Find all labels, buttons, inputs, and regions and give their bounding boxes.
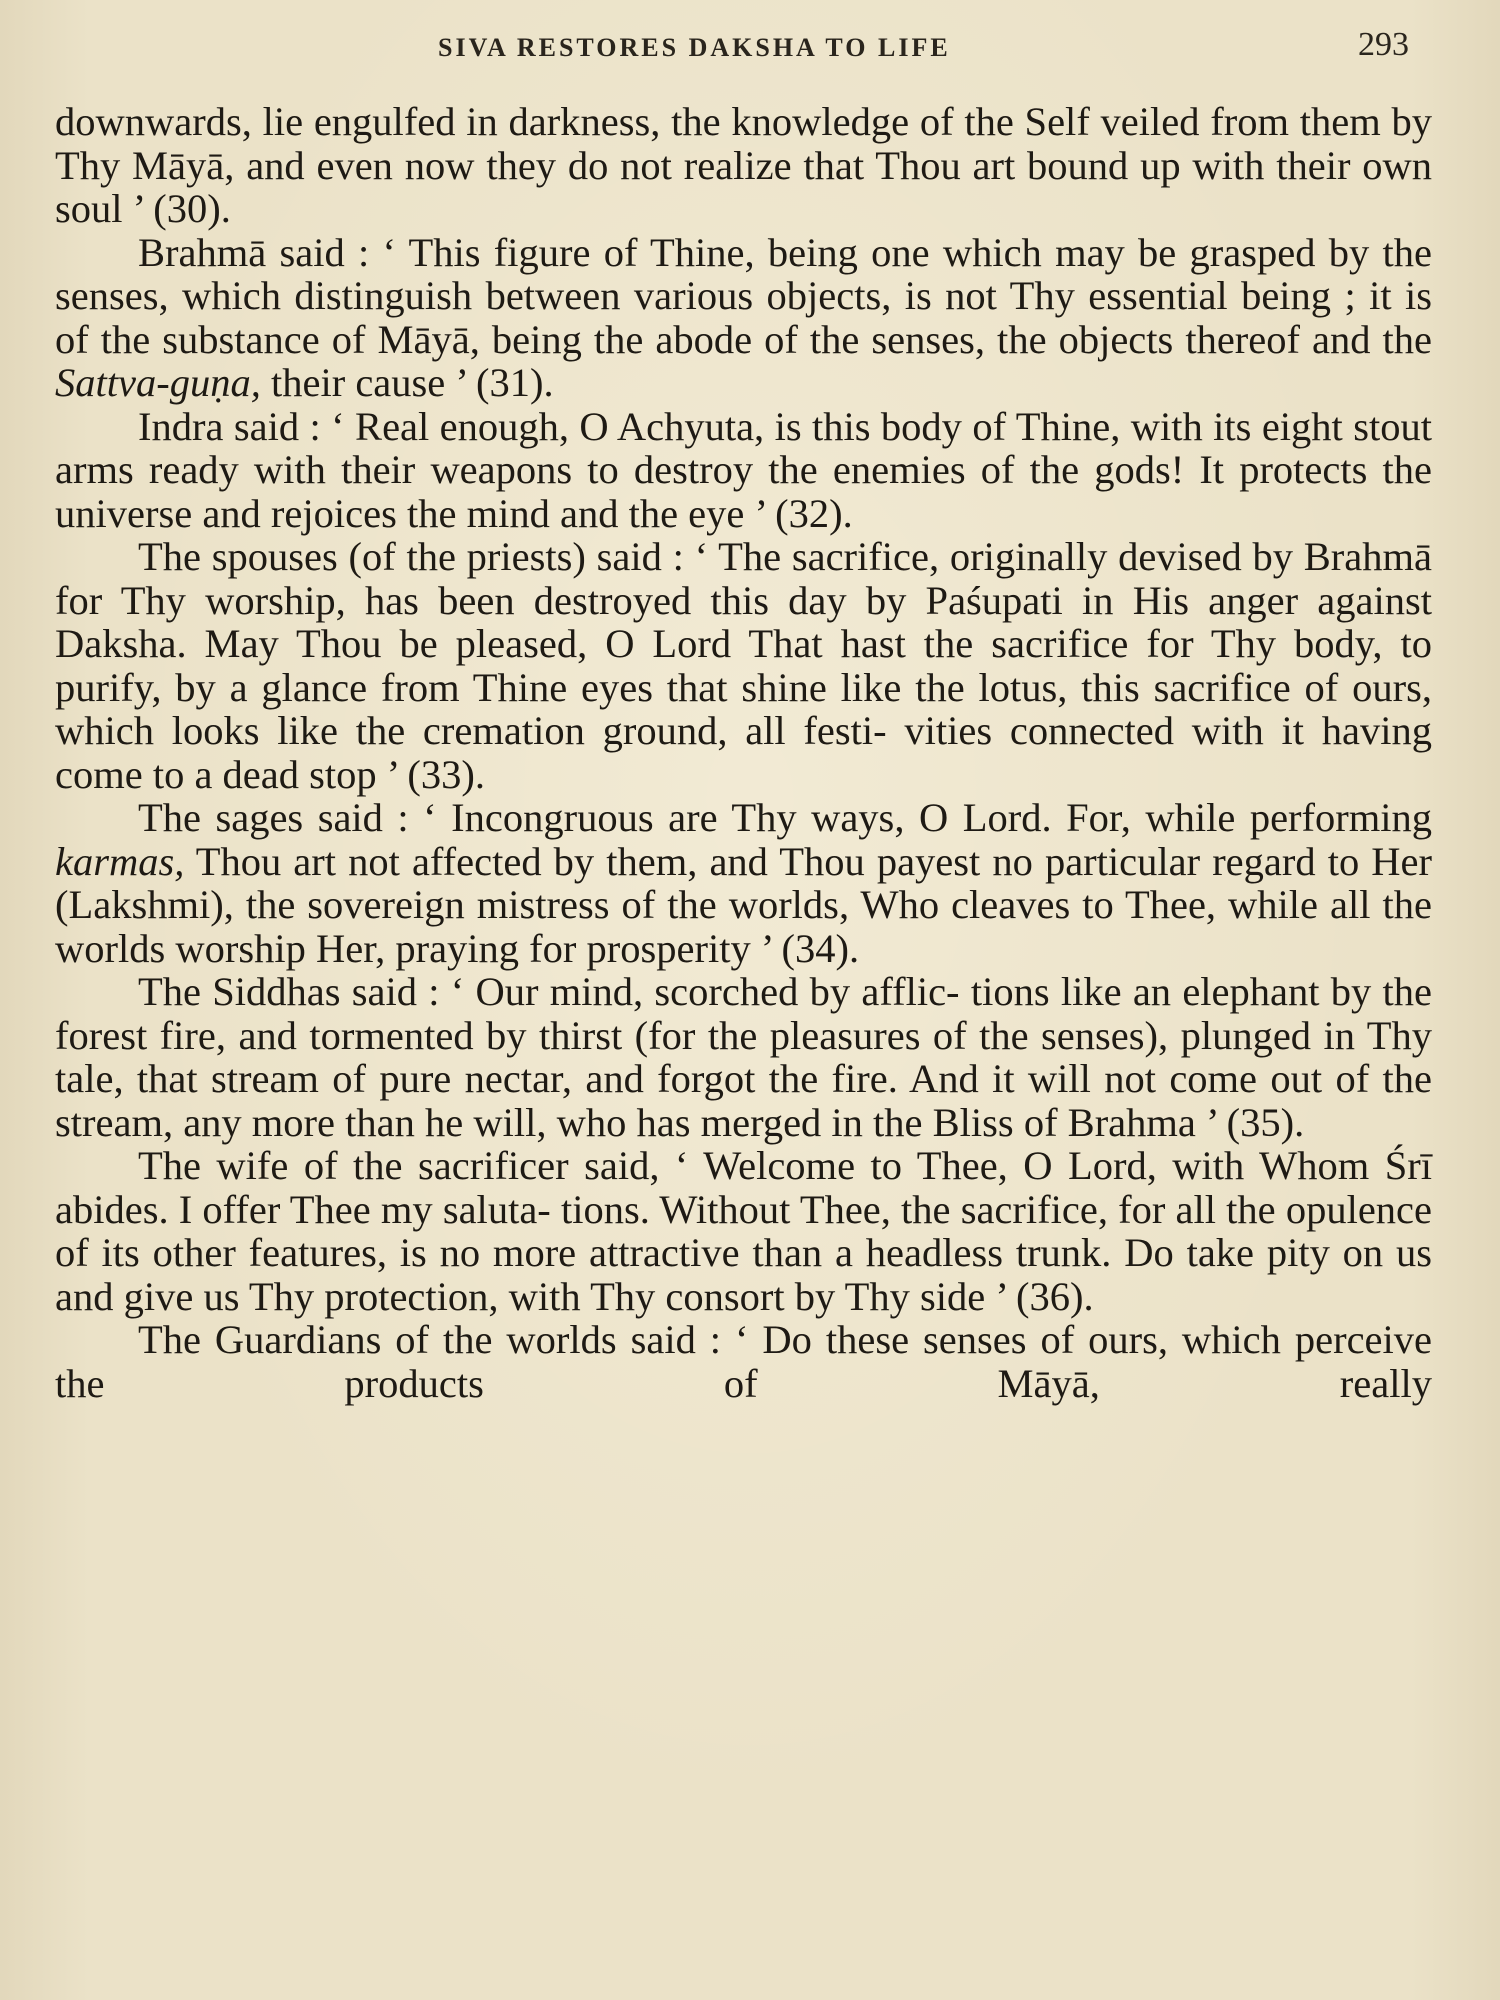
italic-term: karmas,	[55, 838, 185, 884]
paragraph-indra: Indra said : ‘ Real enough, O Achyuta, is this body of Thine, with its eight stout arms ready with their weapons to destroy the enemies of the gods! It protects the universe and rejoices the mind and the eye ’ (32).	[55, 403, 1433, 536]
running-head	[0, 0, 1500, 80]
running-title: SIVA RESTORES DAKSHA TO LIFE	[438, 33, 951, 62]
paragraph-sages: The sages said : ‘ Incongruous are Thy ways, O Lord. For, while performing karmas, Thou art not affected by them, and Thou payest no particular regard to Her (Lakshmi), the sovereign mistress of the worlds, Who cleaves to Thee, while all the worlds worship Her, praying for prosperity ’ (34).	[55, 795, 1433, 971]
italic-term: Sattva-guṇa,	[55, 360, 261, 405]
paragraph-brahma: Brahmā said : ‘ This figure of Thine, being one which may be grasped by the senses, which distinguish between various objects, is not Thy essential being ; it is of the substance of Māyā, being the abode of the senses, the objects thereof and the Sattva-guṇa, their cause ’ (31).	[55, 229, 1433, 405]
page-number: 293	[1358, 26, 1409, 63]
paragraph-continuation: downwards, lie engulfed in darkness, the knowledge of the Self veiled from them by Thy Māyā, and even now they do not realize that Thou art bound up with their own soul ’ (30).	[55, 99, 1433, 231]
paragraph-spouses: The spouses (of the priests) said : ‘ The sacrifice, originally devised by Brahmā for Thy worship, has been destroyed this day by Paśupati in His anger against Daksha. May Thou be pleased, O Lord That hast the sacrifice for Thy body, to purify, by a glance from Thine eyes that shine like the lotus, this sacrifice of ours, which looks like the cremation ground, all festi- vities connected with it having come to a dead stop ’ (33).	[55, 534, 1433, 797]
paragraph-wife-of-sacrificer: The wife of the sacrificer said, ‘ Welcome to Thee, O Lord, with Whom Śrī abides. I offer Thee my saluta- tions. Without Thee, the sacrifice, for all the opulence of its other features, is no more attractive than a headless trunk. Do take pity on us and give us Thy protection, with Thy consort by Thy side ’ (36).	[55, 1143, 1432, 1319]
paragraph-guardians: The Guardians of the worlds said : ‘ Do these senses of ours, which perceive the products of Māyā, really	[55, 1317, 1432, 1406]
paragraph-siddhas: The Siddhas said : ‘ Our mind, scorched by afflic- tions like an elephant by the forest fire, and tormented by thirst (for the pleasures of the senses), plunged in Thy tale, that stream of pure nectar, and forgot the fire. And it will not come out of the stream, any more than he will, who has merged in the Bliss of Brahma ’ (35).	[55, 969, 1433, 1145]
text-body	[55, 100, 1432, 1930]
